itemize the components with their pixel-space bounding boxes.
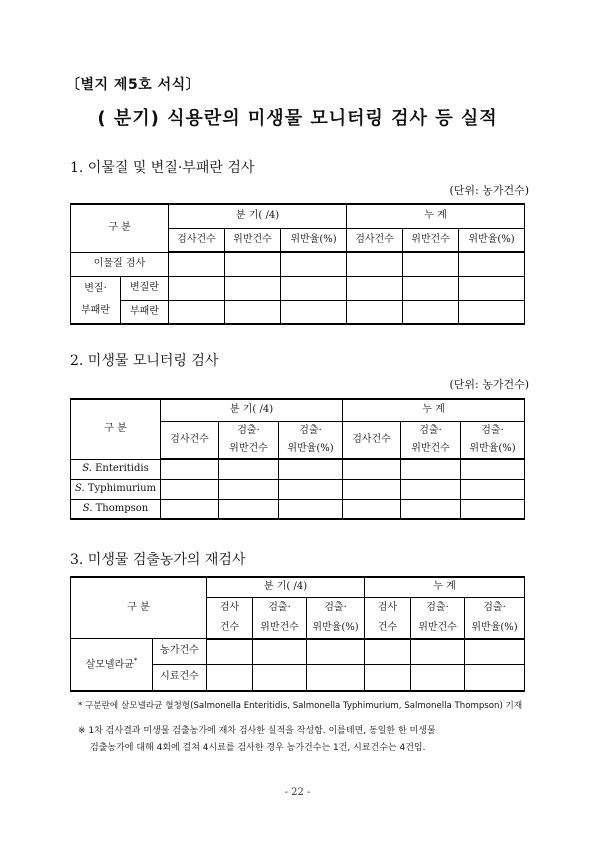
row-serotype-label	[71, 459, 161, 479]
section1-quarter-header: 분 기( /4)	[169, 204, 347, 228]
section2-heading: 2. 미생물 모니터링 검사	[70, 353, 219, 369]
row-foreign-label: 이물질 검사	[71, 252, 169, 276]
col-detect-line1: 검출·	[237, 424, 260, 436]
cell	[411, 665, 465, 691]
cell	[281, 300, 347, 324]
row-salmonella-label	[71, 639, 153, 691]
cell	[219, 479, 279, 499]
cell	[411, 639, 465, 665]
cell	[253, 665, 307, 691]
row-rotten-label: 부패란	[121, 300, 169, 324]
serotype-abbr: S.	[82, 462, 92, 474]
col-inspect-line1: 검사	[219, 601, 240, 613]
col-rate-line1: 검출·	[324, 601, 347, 613]
salmonella-footnote-mark: *	[133, 656, 138, 665]
cell	[459, 252, 525, 276]
cell	[219, 499, 279, 519]
cell	[169, 252, 225, 276]
cell	[461, 459, 525, 479]
section2-col-rate-cum	[461, 421, 525, 459]
section1-col-inspect: 검사건수	[169, 228, 225, 252]
page-title: ( 분기) 식용란의 미생물 모니터링 검사 등 실적	[97, 108, 498, 129]
cell	[253, 639, 307, 665]
col-rate-line1: 검출·	[481, 424, 504, 436]
cell	[161, 459, 219, 479]
cell	[279, 459, 343, 479]
serotype-abbr: S.	[82, 502, 93, 514]
section1-col-rate: 위반율(%)	[281, 228, 347, 252]
section1-cumulative-header: 누 계	[347, 204, 525, 228]
col-rate-line2: 위반율(%)	[287, 442, 334, 454]
section1-col-violate-cum: 위반건수	[403, 228, 459, 252]
cell	[307, 639, 365, 665]
section2-col-inspect-cum: 검사건수	[343, 421, 401, 459]
section2-table	[70, 398, 525, 520]
cell	[343, 499, 401, 519]
cell	[307, 665, 365, 691]
col-detect-line2: 위반건수	[418, 621, 457, 633]
table-row	[71, 252, 525, 276]
section2-quarter-header: 분 기( /4)	[161, 399, 343, 421]
cell	[161, 479, 219, 499]
cell	[279, 499, 343, 519]
cell	[465, 639, 525, 665]
table-row	[71, 459, 525, 479]
col-inspect-line2: 건수	[377, 621, 398, 633]
group-label-line1: 변질·	[84, 282, 107, 294]
cell	[279, 479, 343, 499]
serotype-abbr: S.	[74, 482, 85, 494]
cell	[365, 665, 411, 691]
col-detect-line1: 검출·	[268, 601, 291, 613]
section3-heading: 3. 미생물 검출농가의 재검사	[70, 552, 246, 568]
cell	[219, 459, 279, 479]
section2-category-header: 구 분	[71, 399, 161, 459]
section3-col-rate-cum	[465, 597, 525, 639]
cell	[225, 300, 281, 324]
cell	[459, 300, 525, 324]
section2-col-inspect: 검사건수	[161, 421, 219, 459]
section1-category-header: 구 분	[71, 204, 169, 252]
cell	[347, 276, 403, 300]
section3-cumulative-header: 누 계	[365, 577, 525, 597]
footnote-ref-line1: ※ 1차 검사결과 미생물 검출농가에 재차 검사한 실적을 작성함. 이를테면, 동일한 한 미생물	[78, 726, 436, 736]
cell	[207, 665, 253, 691]
col-inspect-line1: 검사	[377, 601, 398, 613]
cell	[347, 252, 403, 276]
cell	[465, 665, 525, 691]
group-label-line2: 부패란	[81, 304, 110, 316]
section3-col-inspect-cum	[365, 597, 411, 639]
section3-col-inspect	[207, 597, 253, 639]
cell	[403, 300, 459, 324]
section1-table	[70, 203, 525, 325]
section2-unit: (단위: 농가건수)	[449, 378, 529, 391]
page-number: - 22 -	[284, 787, 311, 798]
table-row	[71, 499, 525, 519]
table-row	[71, 479, 525, 499]
section2-cumulative-header: 누 계	[343, 399, 525, 421]
footnote-ref-line2: 검출농가에 대해 4회에 걸쳐 4시료를 검사한 경우 농가건수는 1건, 시료건수는 4건임.	[90, 743, 426, 753]
col-rate-line2: 위반율(%)	[471, 621, 518, 633]
section3-quarter-header: 분 기( /4)	[207, 577, 365, 597]
col-rate-line1: 검출·	[299, 424, 322, 436]
col-detect-line1: 검출·	[426, 601, 449, 613]
cell	[401, 479, 461, 499]
cell	[161, 499, 219, 519]
cell	[461, 479, 525, 499]
row-spoiled-label: 변질란	[121, 276, 169, 300]
col-inspect-line2: 건수	[219, 621, 240, 633]
salmonella-label: 살모넬라균	[85, 659, 134, 671]
table-row	[71, 276, 525, 300]
section3-category-header: 구 분	[71, 577, 207, 639]
cell	[169, 300, 225, 324]
row-group-label	[71, 276, 121, 324]
footnote-star: * 구분란에 살모넬라균 혈청형(Salmonella Enteritidis, Salmonella Typhimurium, Salmonella Thompson) 기재	[78, 701, 523, 711]
table-row	[71, 639, 525, 665]
serotype-name: Typhimurium	[87, 482, 157, 494]
cell	[225, 276, 281, 300]
serotype-name: Enteritidis	[95, 462, 149, 474]
serotype-name: Thompson	[95, 502, 149, 514]
cell	[207, 639, 253, 665]
cell	[365, 639, 411, 665]
col-detect-line2: 위반건수	[260, 621, 299, 633]
section3-table	[70, 576, 525, 692]
cell	[343, 459, 401, 479]
section1-heading: 1. 이물질 및 변질·부패란 검사	[70, 160, 255, 176]
col-rate-line2: 위반율(%)	[312, 621, 359, 633]
cell	[281, 276, 347, 300]
section2-col-rate	[279, 421, 343, 459]
form-number: 〔별지 제5호 서식〕	[66, 77, 201, 93]
row-serotype-label	[71, 479, 161, 499]
section1-col-inspect-cum: 검사건수	[347, 228, 403, 252]
cell	[461, 499, 525, 519]
cell	[347, 300, 403, 324]
cell	[281, 252, 347, 276]
col-rate-line2: 위반율(%)	[469, 442, 516, 454]
section3-col-detect	[253, 597, 307, 639]
section2-col-detect-cum	[401, 421, 461, 459]
row-samples-label: 시료건수	[153, 665, 207, 691]
cell	[343, 479, 401, 499]
cell	[401, 499, 461, 519]
cell	[459, 276, 525, 300]
cell	[403, 252, 459, 276]
col-rate-line1: 검출·	[483, 601, 506, 613]
footnote-reference	[78, 723, 538, 757]
table-row	[71, 300, 525, 324]
col-detect-line1: 검출·	[419, 424, 442, 436]
section1-unit: (단위: 농가건수)	[449, 184, 529, 197]
cell	[225, 252, 281, 276]
col-detect-line2: 위반건수	[229, 442, 268, 454]
section2-col-detect	[219, 421, 279, 459]
row-farms-label: 농가건수	[153, 639, 207, 665]
section1-col-violate: 위반건수	[225, 228, 281, 252]
section3-col-detect-cum	[411, 597, 465, 639]
row-serotype-label	[71, 499, 161, 519]
col-detect-line2: 위반건수	[411, 442, 450, 454]
cell	[403, 276, 459, 300]
section1-col-rate-cum: 위반율(%)	[459, 228, 525, 252]
cell	[401, 459, 461, 479]
section3-col-rate	[307, 597, 365, 639]
cell	[169, 276, 225, 300]
